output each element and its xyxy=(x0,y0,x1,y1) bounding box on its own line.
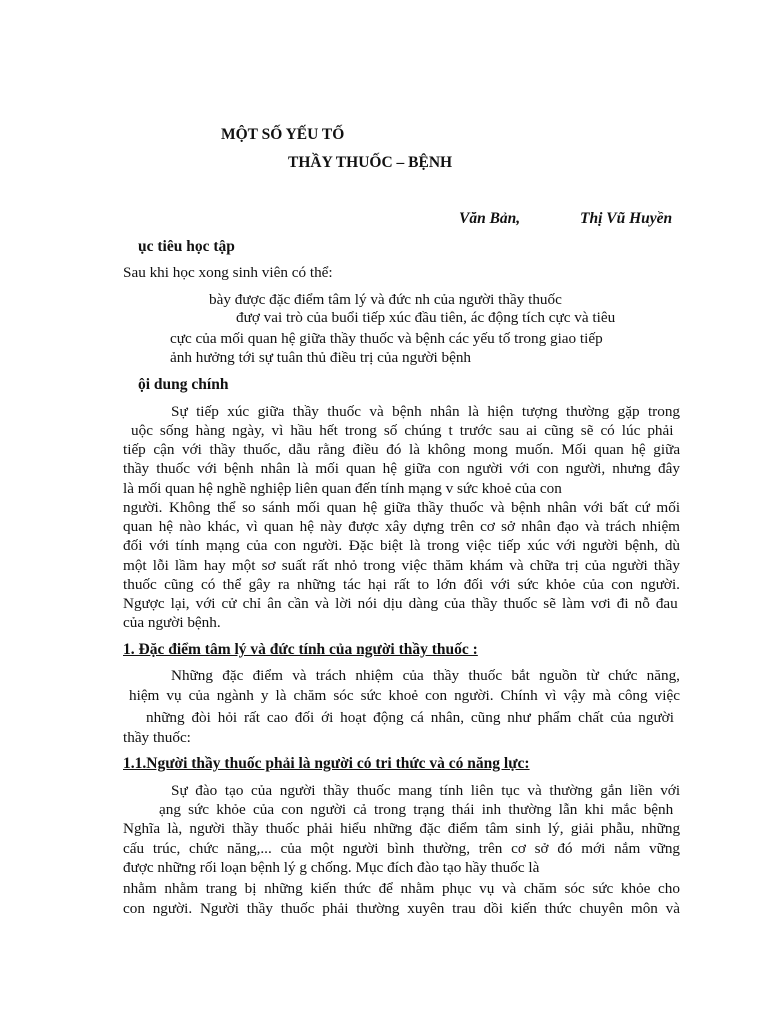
paragraph-line: Sự tiếp xúc giữa thầy thuốc và bệnh nhân là hiện tượng thường gặp trong xyxy=(171,403,681,420)
author-first: Văn Bản, xyxy=(459,210,521,227)
paragraph-line: thầy thuốc: xyxy=(123,729,191,746)
paragraph-line: ạng sức khỏe của con người cả trong trạng thái inh thường lẫn khi mắc bệnh xyxy=(159,801,674,818)
section-1-heading: 1. Đặc điểm tâm lý và đức tính của người thầy thuốc : xyxy=(123,641,478,658)
paragraph-line: Nghĩa là, người thầy thuốc phải hiểu những đặc điểm tâm sinh lý, giải phẫu, những xyxy=(123,820,681,837)
paragraph-line: nhằm nhằm trang bị những kiến thức để nhằm phục vụ và chăm sóc sức khỏe cho xyxy=(123,880,680,897)
page-title-line-2: THẦY THUỐC – BỆNH xyxy=(288,154,453,171)
section-1-1-heading: 1.1.Người thầy thuốc phải là người có tri thức và có năng lực: xyxy=(123,755,530,772)
paragraph-line: cấu trúc, chức năng,... của một người bình thường, trên cơ sở đó mới nắm vững xyxy=(123,840,681,857)
objective-item-2-line-3: ảnh hưởng tới sự tuân thủ điều trị của người bệnh xyxy=(170,349,472,366)
paragraph-line: thầy thuốc với bệnh nhân là mối quan hệ giữa con người với con người, nhưng đây xyxy=(123,460,680,477)
paragraph-line: tiếp cận với thầy thuốc, dẫu rằng điều đó là không mong muốn. Mối quan hệ giữa xyxy=(123,441,681,458)
paragraph-line: người. Không thể so sánh mối quan hệ giữa thầy thuốc và bệnh nhân với bất cứ mối xyxy=(123,499,681,516)
paragraph-line: quan hệ nào khác, vì quan hệ này được xây dựng trên cơ sở nhân đạo và trách nhiệm xyxy=(123,518,680,535)
paragraph-line: một lỗi lầm hay một sơ suất rất nhỏ trong việc thăm khám và chữa trị của người thầy xyxy=(123,557,680,574)
paragraph-line: những đòi hỏi rất cao đối ới hoạt động cá nhân, cũng như phẩm chất của người xyxy=(146,709,674,726)
paragraph-line: của người bệnh. xyxy=(123,614,221,631)
paragraph-line: được những rối loạn bệnh lý g chống. Mục đích đào tạo hầy thuốc là xyxy=(123,859,540,876)
main-content-heading: ội dung chính xyxy=(138,376,229,393)
paragraph-line: đối với tính mạng của con người. Đặc biệt là trong việc tiếp xúc với người bệnh, dù xyxy=(123,537,681,554)
paragraph-line: Ngược lại, với cử chỉ ân cần và lời nói dịu dàng của thầy thuốc sẽ làm vơi đi nỗ đau xyxy=(123,595,678,612)
paragraph-line: uộc sống hàng ngày, vì hầu hết trong số chúng t trước sau ai cũng sẽ có lúc phải xyxy=(131,422,674,439)
author-second: Thị Vũ Huyền xyxy=(580,210,673,227)
paragraph-line: là mối quan hệ nghề nghiệp liên quan đến tính mạng v sức khoẻ của con xyxy=(123,480,562,497)
paragraph-line: thuốc cũng có thể gây ra những tác hại rất to lớn đối với sức khỏe của con người. xyxy=(123,576,680,593)
objectives-heading: ục tiêu học tập xyxy=(138,238,235,255)
objective-item-2-line-1: đượ vai trò của buổi tiếp xúc đầu tiên, ác động tích cực và tiêu xyxy=(236,309,616,326)
page-title-line-1: MỘT SỐ YẾU TỐ xyxy=(221,126,345,143)
paragraph-line: con người. Người thầy thuốc phải thường xuyên trau dồi kiến thức chuyên môn và xyxy=(123,900,681,917)
paragraph-line: hiệm vụ của ngành y là chăm sóc sức khoẻ con người. Chính vì vậy mà công việc xyxy=(129,687,680,704)
objective-item-1: bày được đặc điểm tâm lý và đức nh của người thầy thuốc xyxy=(209,291,562,308)
paragraph-line: Những đặc điểm và trách nhiệm của thầy thuốc bắt nguồn từ chức năng, xyxy=(171,667,680,684)
objectives-intro: Sau khi học xong sinh viên có thể: xyxy=(123,264,333,281)
paragraph-line: Sự đào tạo của người thầy thuốc mang tính liên tục và thường gắn liền với xyxy=(171,782,681,799)
objective-item-2-line-2: cực của mối quan hệ giữa thầy thuốc và bệnh các yếu tố trong giao tiếp xyxy=(170,330,603,347)
